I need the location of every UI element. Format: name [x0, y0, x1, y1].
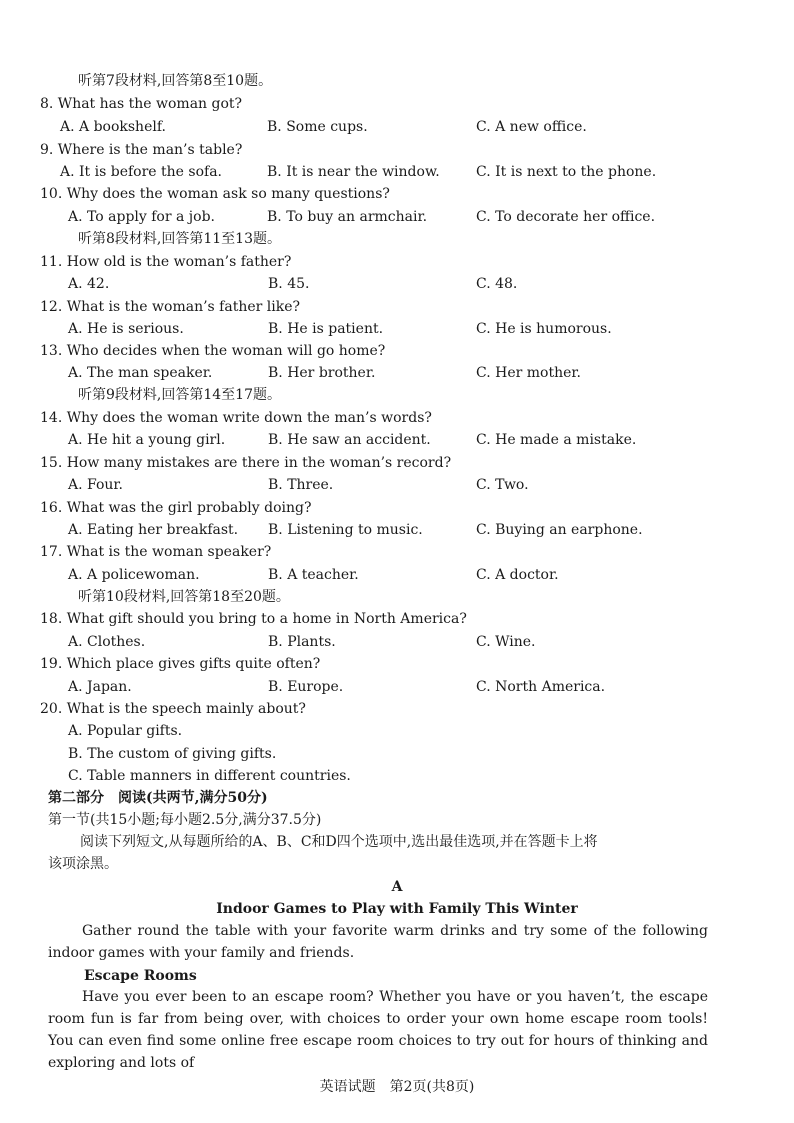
passage-paragraph-2: Have you ever been to an escape room? Whether you have or you haven’t, the escape room fun is far from being over, with choices to order your own home escape room tools! You can even find some online free escape room choices to try out for hours of thinking and exploring and lots of [48, 989, 708, 1071]
q9-option-b: B. It is near the window. [267, 164, 440, 180]
q18-option-b: B. Plants. [268, 634, 336, 650]
q8-option-b: B. Some cups. [267, 119, 368, 135]
question-9: 9. Where is the man’s table? [40, 142, 243, 158]
question-15: 15. How many mistakes are there in the woman’s record? [40, 455, 452, 471]
q11-option-b: B. 45. [268, 276, 310, 292]
q11-option-c: C. 48. [476, 276, 518, 292]
q16-option-a: A. Eating her breakfast. [68, 522, 239, 538]
q15-option-c: C. Two. [476, 477, 529, 493]
q18-option-c: C. Wine. [476, 634, 536, 650]
q20-option-b: B. The custom of giving gifts. [68, 746, 277, 762]
q10-option-a: A. To apply for a job. [68, 209, 215, 225]
section-header-10: 听第10段材料,回答第18至20题。 [78, 589, 290, 605]
q19-option-c: C. North America. [476, 679, 606, 695]
passage-letter: A [391, 879, 403, 895]
question-20: 20. What is the speech mainly about? [40, 701, 306, 717]
q12-option-a: A. He is serious. [68, 321, 184, 337]
q14-option-a: A. He hit a young girl. [68, 432, 226, 448]
q9-option-a: A. It is before the sofa. [60, 164, 222, 180]
q16-option-c: C. Buying an earphone. [476, 522, 643, 538]
q10-option-b: B. To buy an armchair. [267, 209, 428, 225]
section-header-9: 听第9段材料,回答第14至17题。 [78, 387, 281, 403]
q8-option-c: C. A new office. [476, 119, 587, 135]
q17-option-a: A. A policewoman. [68, 567, 200, 583]
q10-option-c: C. To decorate her office. [476, 209, 656, 225]
page-footer: 英语试题 第2页(共8页) [319, 1079, 475, 1095]
question-11: 11. How old is the woman’s father? [40, 254, 292, 270]
q8-option-a: A. A bookshelf. [60, 119, 166, 135]
q14-option-c: C. He made a mistake. [476, 432, 637, 448]
q9-option-c: C. It is next to the phone. [476, 164, 657, 180]
q14-option-b: B. He saw an accident. [268, 432, 431, 448]
section-header-8: 听第8段材料,回答第11至13题。 [78, 231, 281, 247]
question-17: 17. What is the woman speaker? [40, 544, 272, 560]
q18-option-a: A. Clothes. [68, 634, 146, 650]
q13-option-b: B. Her brother. [268, 365, 376, 381]
question-12: 12. What is the woman’s father like? [40, 299, 300, 315]
q17-option-b: B. A teacher. [268, 567, 359, 583]
part2-instruction-line1: 阅读下列短文,从每题所给的A、B、C和D四个选项中,选出最佳选项,并在答题卡上将 [80, 834, 598, 850]
question-19: 19. Which place gives gifts quite often? [40, 656, 321, 672]
question-8: 8. What has the woman got? [40, 96, 243, 112]
q17-option-c: C. A doctor. [476, 567, 559, 583]
q19-option-b: B. Europe. [268, 679, 344, 695]
question-10: 10. Why does the woman ask so many questions? [40, 186, 390, 202]
q15-option-a: A. Four. [68, 477, 124, 493]
question-18: 18. What gift should you bring to a home in North America? [40, 611, 467, 627]
q16-option-b: B. Listening to music. [268, 522, 423, 538]
q20-option-c: C. Table manners in different countries. [68, 768, 351, 784]
q11-option-a: A. 42. [68, 276, 110, 292]
passage-subtitle: Escape Rooms [84, 968, 197, 984]
question-16: 16. What was the girl probably doing? [40, 500, 312, 516]
q19-option-a: A. Japan. [68, 679, 132, 695]
q20-option-a: A. Popular gifts. [68, 723, 183, 739]
passage-paragraph-1: Gather round the table with your favorite warm drinks and try some of the following indoor games with your family and friends. [48, 923, 708, 961]
question-14: 14. Why does the woman write down the man’s words? [40, 410, 432, 426]
q15-option-b: B. Three. [268, 477, 334, 493]
q12-option-c: C. He is humorous. [476, 321, 612, 337]
question-13: 13. Who decides when the woman will go home? [40, 343, 386, 359]
q12-option-b: B. He is patient. [268, 321, 384, 337]
part2-instruction-line2: 该项涂黑。 [48, 856, 118, 872]
q13-option-a: A. The man speaker. [68, 365, 213, 381]
passage-title: Indoor Games to Play with Family This Winter [216, 901, 578, 917]
q13-option-c: C. Her mother. [476, 365, 581, 381]
part2-section1: 第一节(共15小题;每小题2.5分,满分37.5分) [48, 812, 322, 828]
part2-title: 第二部分 阅读(共两节,满分50分) [48, 790, 268, 806]
section-header-7: 听第7段材料,回答第8至10题。 [78, 73, 273, 89]
